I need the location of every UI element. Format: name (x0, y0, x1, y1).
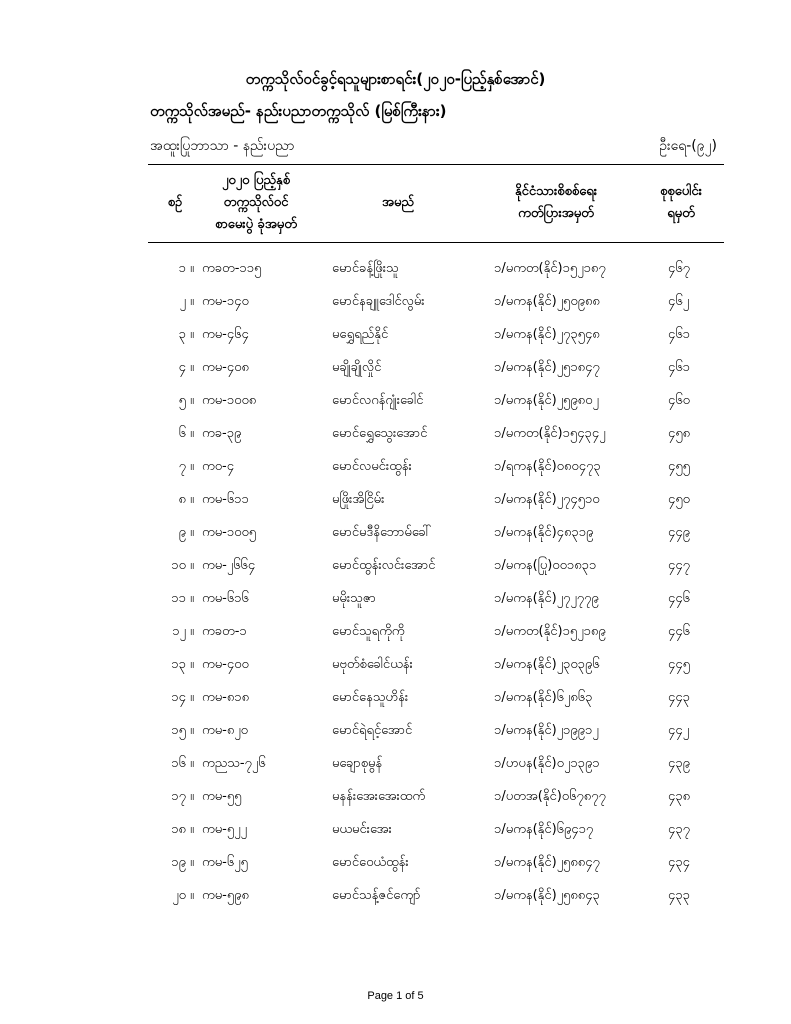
roll-number: ကမ-၅၉၈ (202, 888, 249, 903)
student-name: မောင်ရွှေသွေးအောင် (332, 426, 428, 441)
student-name: မဖြိုးအိငြိမ်း (332, 492, 385, 507)
student-name: မနန်းအေးအေးထက် (332, 789, 426, 804)
row-number: ၁၇ ။ (171, 789, 194, 804)
nrc-number: ၁/မကန(နိုင်)၄၈၃၁၉ (494, 525, 594, 540)
roll-number: ကမ-၈၁၈ (202, 690, 250, 705)
col-header-no: စဉ် (167, 195, 183, 210)
total-marks: ၄၆၂ (668, 294, 690, 309)
total-marks: ၄၃၉ (668, 756, 690, 771)
roll-number: ကမ-၁၄၀ (202, 294, 249, 309)
total-marks: ၄၆၁ (668, 327, 690, 342)
total-marks: ၄၄၇ (668, 558, 690, 573)
student-name: မောင်ထွန်းလင်းအောင် (332, 558, 436, 573)
table-row (0, 322, 791, 355)
nrc-number: ၁/မကန(နိုင်)၂၃၀၃၉၆ (494, 657, 600, 672)
table-row (0, 685, 791, 718)
roll-number: ကခတ-၁၁၅ (202, 261, 262, 276)
roll-number: ကမ-၈၂၀ (202, 723, 248, 738)
nrc-number: ၁/မကန(နိုင်)၂၅၈၈၄၇ (494, 855, 600, 870)
row-number: ၁၃ ။ (171, 657, 194, 672)
nrc-number: ၁/မကန(နိုင်)၂၅၉၈၀၂ (494, 393, 599, 408)
row-number: ၃ ။ (178, 327, 194, 342)
total-marks: ၄၄၃ (668, 690, 690, 705)
student-name: မောင်နချူဒေါင်လွမ်း (332, 294, 425, 309)
student-name: မောင်နေသူဟိန်း (332, 690, 409, 705)
total-marks: ၄၆၁ (668, 360, 690, 375)
student-name: မောင်ခန့်ဖြိုးသူ (332, 261, 399, 276)
col-header-marks: စုစုပေါင်း ရမှတ် (660, 184, 702, 221)
roll-number: ကမ-၄၀၈ (202, 360, 249, 375)
nrc-number: ၁/မကန(နိုင်)၆၉၄၁၇ (494, 822, 594, 837)
nrc-number: ၁/မကန(နိုင်)၂၁၉၉၁၂ (494, 723, 599, 738)
row-number: ၂ ။ (179, 294, 194, 309)
student-table-body (0, 256, 791, 916)
subject-label: အထူးပြုဘာသာ - နည်းပညာ (150, 138, 295, 154)
table-row (0, 850, 791, 883)
total-marks: ၄၆၀ (668, 393, 690, 408)
col-header-name: အမည် (382, 195, 414, 210)
table-row (0, 586, 791, 619)
table-row (0, 817, 791, 850)
header-top-rule (148, 164, 724, 165)
row-number: ၆ ။ (178, 426, 194, 441)
row-number: ၁ ။ (178, 261, 194, 276)
row-number: ၁၆ ။ (171, 756, 194, 771)
row-number: ၁၉ ။ (171, 855, 194, 870)
col-header-roll: ၂၀၂၀ ပြည့်နှစ် တက္ကသိုလ်ဝင် စာမေးပွဲ ခုံအမှတ် (215, 173, 297, 232)
university-name: တက္ကသိုလ်အမည်- နည်းပညာတက္ကသိုလ် (မြစ်ကြီးနား) (150, 102, 447, 120)
student-name: မချိုချိုလှိုင် (332, 360, 382, 375)
total-marks: ၄၃၇ (668, 822, 690, 837)
nrc-number: ၁/မကန(နိုင်)၂၅၁၈၄၇ (494, 360, 600, 375)
row-number: ၁၄ ။ (171, 690, 194, 705)
row-number: ၁၈ ။ (171, 822, 194, 837)
nrc-number: ၁/မကန(နိုင်)၂၇၃၅၄၈ (494, 327, 600, 342)
row-number: ၁၅ ။ (171, 723, 194, 738)
total-marks: ၄၆၇ (668, 261, 690, 276)
student-name: မောင်ရဲရင့်အောင် (332, 723, 413, 738)
table-row (0, 388, 791, 421)
header-bottom-rule (148, 242, 724, 243)
roll-number: ကမ-၆၁၆ (202, 591, 249, 606)
roll-number: ကမ-၅၂၂ (202, 822, 247, 837)
total-marks: ၄၅၅ (668, 459, 690, 474)
nrc-number: ၁/မကန(နိုင်)၆၂၈၆၃ (494, 690, 593, 705)
roll-number: ကမ-၄၆၄ (202, 327, 249, 342)
row-number: ၈ ။ (178, 492, 194, 507)
roll-number: ကမ-၄၀၀ (202, 657, 249, 672)
table-row (0, 355, 791, 388)
row-number: ၅ ။ (178, 393, 194, 408)
roll-number: ကညသ-၇၂၆ (202, 756, 266, 771)
nrc-number: ၁/မကတ(နိုင်)၁၅၂၁၈၇ (494, 261, 606, 276)
nrc-number: ၁/ဟပန(နိုင်)၀၂၁၃၉၁ (494, 756, 600, 771)
roll-number: ကခ-၃၉ (202, 426, 242, 441)
quota-label: ဦးရေ-(၉၂) (659, 138, 717, 154)
col-header-nrc: နိုင်ငံသားစိစစ်ရေး ကတ်ပြားအမှတ် (514, 184, 598, 221)
table-row (0, 454, 791, 487)
table-row (0, 883, 791, 916)
row-number: ၁၀ ။ (171, 558, 194, 573)
roll-number: ကခတ-၁ (202, 624, 247, 639)
total-marks: ၄၄၉ (668, 525, 690, 540)
total-marks: ၄၃၃ (668, 888, 690, 903)
table-row (0, 421, 791, 454)
table-row (0, 289, 791, 322)
roll-number: ကမ-၅၅ (202, 789, 242, 804)
table-row (0, 256, 791, 289)
table-row (0, 553, 791, 586)
table-row (0, 487, 791, 520)
total-marks: ၄၄၂ (668, 723, 690, 738)
table-row (0, 619, 791, 652)
nrc-number: ၁/မကန(နိုင်)၂၅၀၉၈၈ (494, 294, 600, 309)
table-row (0, 520, 791, 553)
student-name: မောင်ဝေယံထွန်း (332, 855, 409, 870)
document-title: တက္ကသိုလ်ဝင်ခွင့်ရသူများစာရင်း(၂၀၂၀-ပြည့်နှစ်အောင်) (245, 70, 546, 88)
student-name: မောင်သန့်ဇင်ကျော် (332, 888, 421, 903)
table-row (0, 784, 791, 817)
roll-number: ကမ-၁၀၀၈ (202, 393, 257, 408)
row-number: ၇ ။ (178, 459, 194, 474)
total-marks: ၄၄၆ (668, 591, 690, 606)
student-name: မဗုတ်စံခေါင်ယန်း (332, 657, 413, 672)
row-number: ၉ ။ (178, 525, 194, 540)
page-number: Page 1 of 5 (367, 990, 424, 1002)
table-row (0, 751, 791, 784)
nrc-number: ၁/မကန(ပြု)၀၀၁၈၃၁ (494, 558, 597, 573)
roll-number: ကမ-၁၀၀၅ (202, 525, 257, 540)
table-row (0, 718, 791, 751)
row-number: ၁၁ ။ (171, 591, 194, 606)
roll-number: ကမ-၆၁၁ (202, 492, 249, 507)
nrc-number: ၁/မကန(နိုင်)၂၇၂၇၇၉ (494, 591, 599, 606)
total-marks: ၄၅၈ (668, 426, 691, 441)
row-number: ၁၂ ။ (172, 624, 194, 639)
table-row (0, 652, 791, 685)
roll-number: ကဝ-၄ (202, 459, 235, 474)
total-marks: ၄၄၅ (668, 657, 690, 672)
student-name: မချောစုမွန် (332, 756, 383, 771)
total-marks: ၄၅၀ (668, 492, 690, 507)
student-name: မမိုးသူဇာ (332, 591, 376, 606)
roll-number: ကမ-၂၆၆၄ (202, 558, 256, 573)
total-marks: ၄၃၄ (668, 855, 690, 870)
roll-number: ကမ-၆၂၅ (202, 855, 248, 870)
student-name: မရွှေရည်နိုင် (332, 327, 389, 342)
nrc-number: ၁/မကန(နိုင်)၂၇၄၅၁၀ (494, 492, 600, 507)
nrc-number: ၁/ရကန(နိုင်)၀၈၀၄၇၃ (494, 459, 601, 474)
student-name: မောင်မဒီနိဘောမ်ခေါ် (332, 525, 432, 540)
nrc-number: ၁/မကတ(နိုင်)၁၅၄၃၄၂ (494, 426, 606, 441)
nrc-number: ၁/မကတ(နိုင်)၁၅၂၁၈၉ (494, 624, 606, 639)
total-marks: ၄၃၈ (668, 789, 691, 804)
row-number: ၂၀ ။ (172, 888, 194, 903)
total-marks: ၄၄၆ (668, 624, 690, 639)
student-name: မယမင်းအေး (332, 822, 392, 837)
student-name: မောင်သူရကိုကို (332, 624, 405, 639)
student-name: မောင်လမင်းထွန်း (332, 459, 412, 474)
nrc-number: ၁/ပတအ(နိုင်)၀၆၇၈၇၇ (494, 789, 606, 804)
nrc-number: ၁/မကန(နိုင်)၂၅၈၈၄၃ (494, 888, 600, 903)
row-number: ၄ ။ (178, 360, 194, 375)
student-name: မောင်လဂန်ဂျုံးခေါင် (332, 393, 424, 408)
